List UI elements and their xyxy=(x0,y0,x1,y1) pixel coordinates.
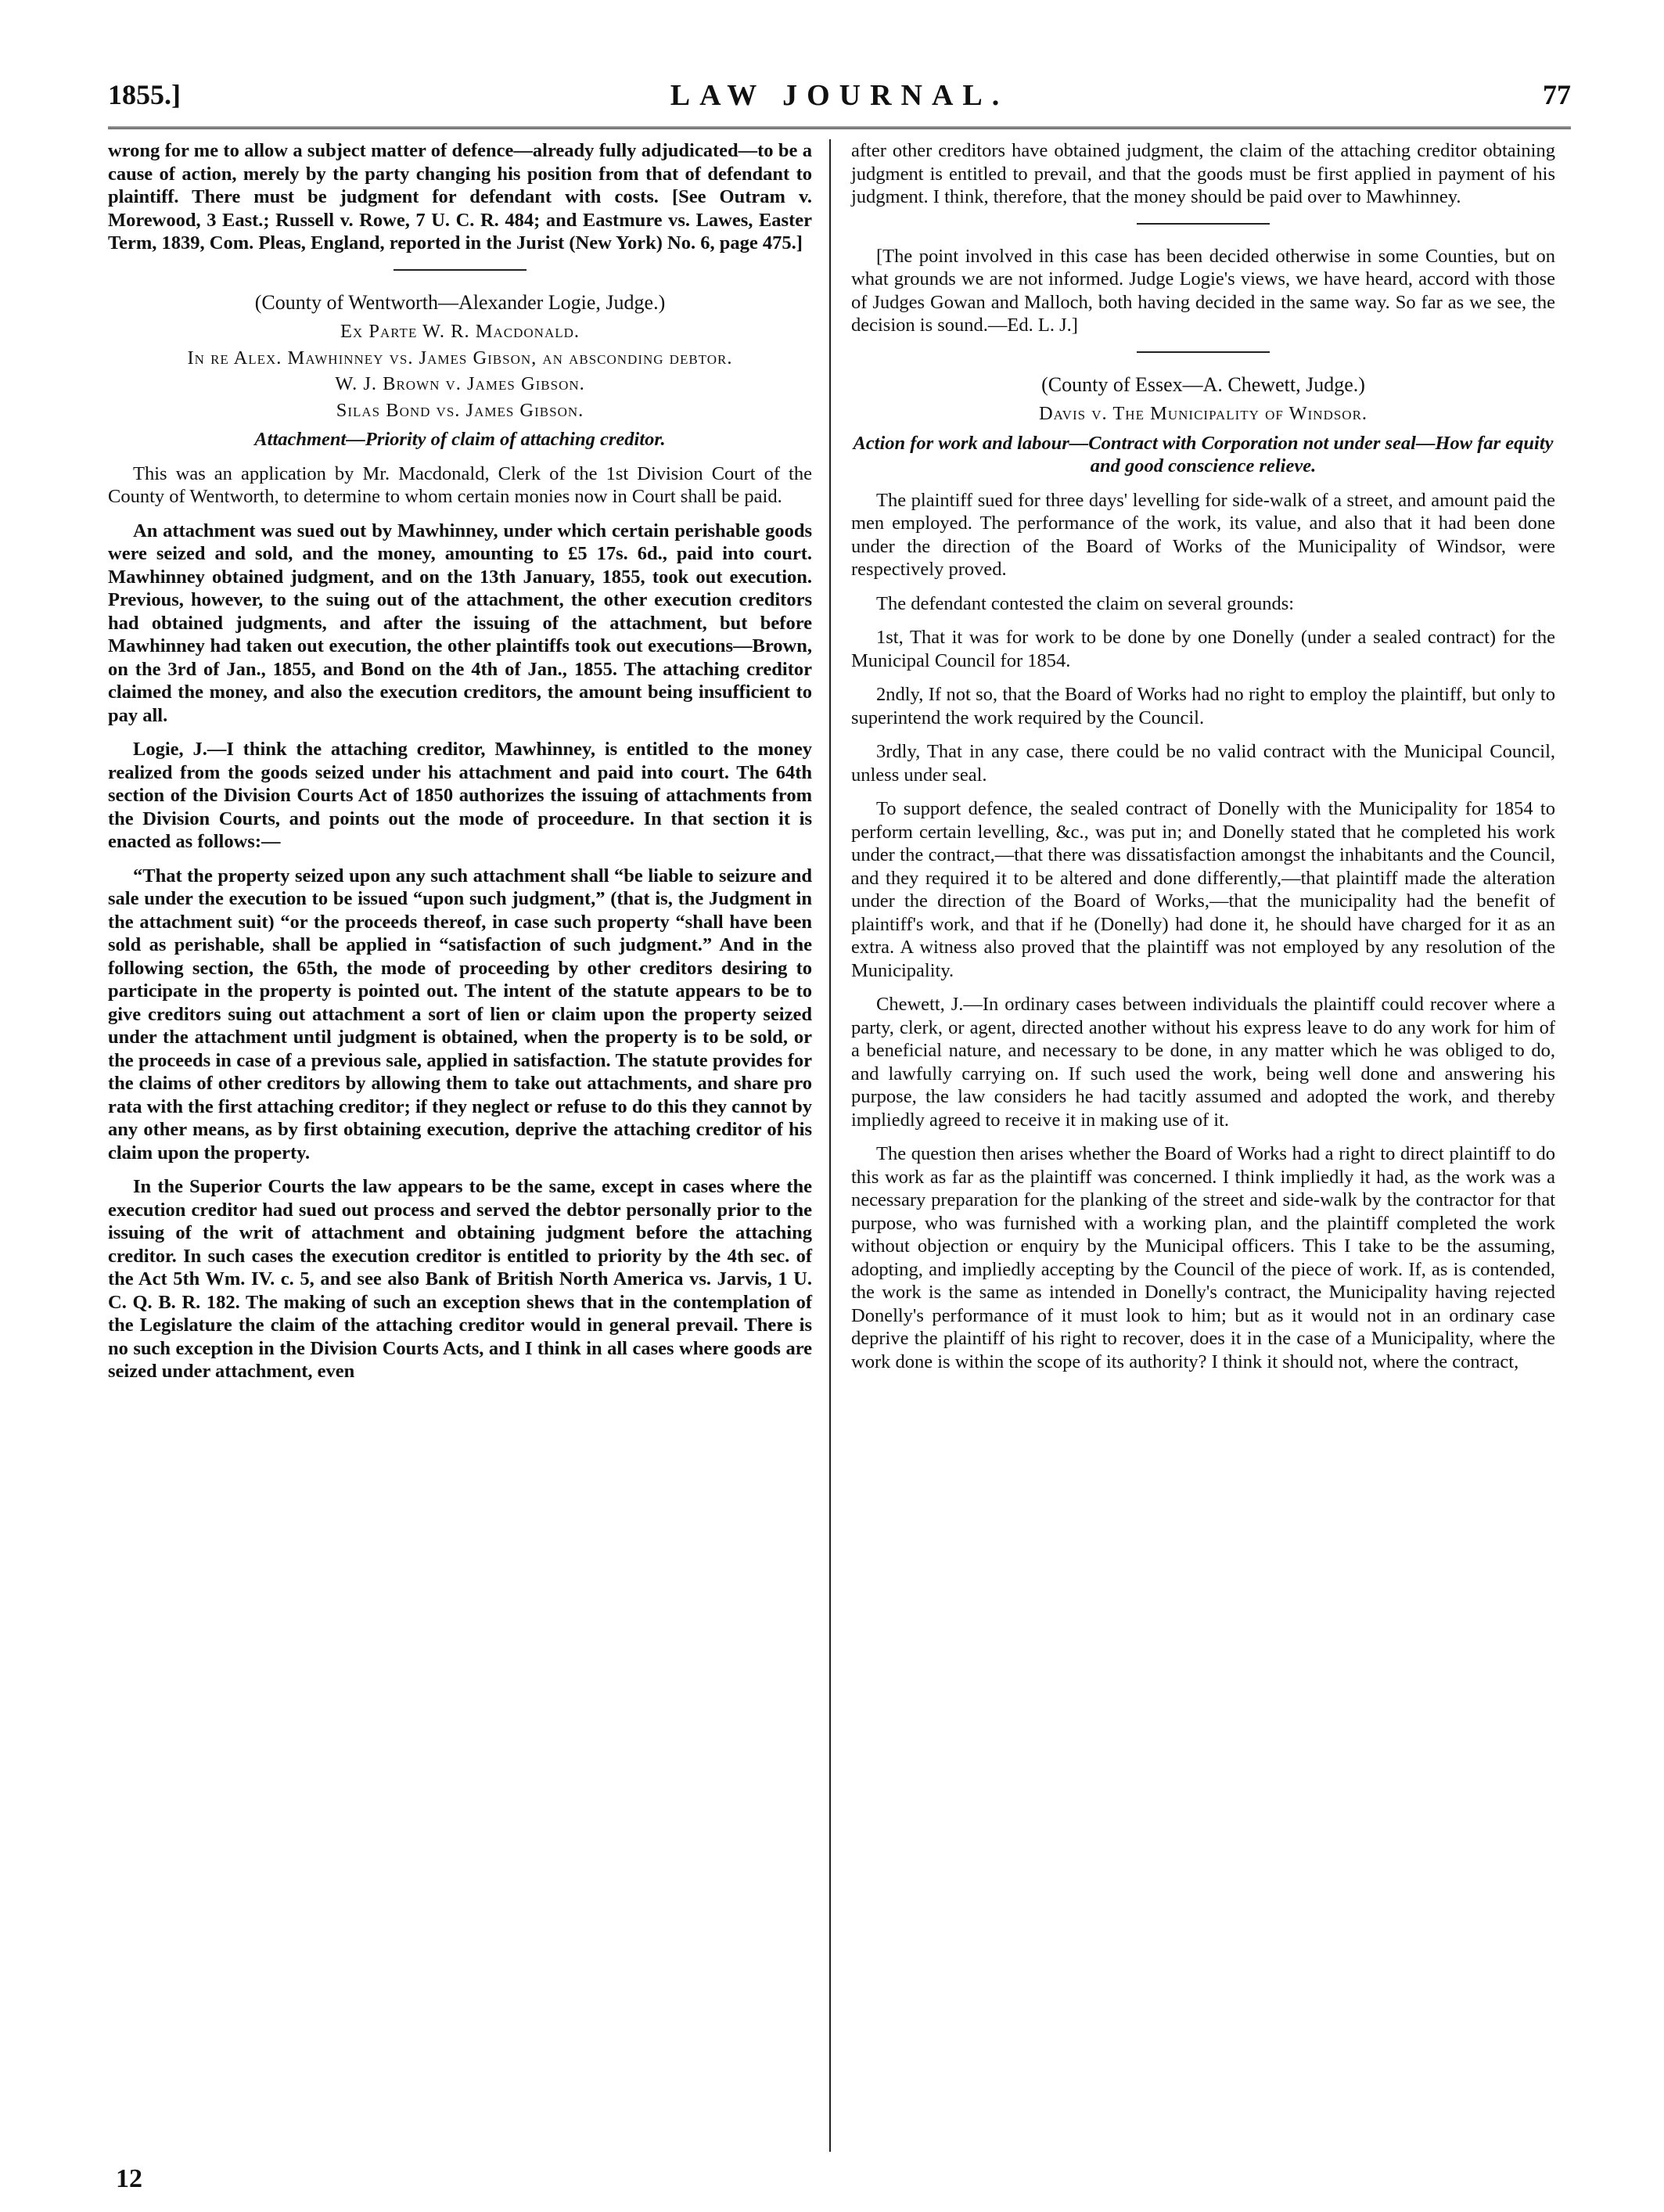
judgment-paragraph: Chewett, J.—In ordinary cases between individuals the plaintiff could recover where a party, clerk, or agent, directed another without his express leave to do any work for him of a beneficial nature, and necessary to be done, in any matter which he was obliged to do, and lawfully carrying on. If such used the work, being well done and answering his purpose, the law considers he had tacitly assumed and adopted the work, and thereby impliedly agreed to receive it in making use of it. xyxy=(851,994,1555,1131)
column-rule xyxy=(829,139,831,2152)
page-number: 77 xyxy=(1543,79,1571,110)
text-columns xyxy=(108,139,1571,2167)
case-title: Ex Parte W. R. Macdonald. xyxy=(340,321,580,342)
document-page xyxy=(108,78,1571,2191)
body-paragraph: In the Superior Courts the law appears to be the same, except in cases where the execution creditor had sued out process and served the debtor personally prior to the issuing of the writ of attachment and obtaining judgment before the attaching creditor. In such cases the execution creditor is entitled to priority by the 4th sec. of the Act 5th Wm. IV. c. 5, and see also Bank of British North America vs. Jarvis, 1 U. C. Q. B. R. 182. The making of such an exception shews that in the contemplation of the Legislature the claim of the attaching creditor would in general prevail. There is no such exception in the Division Courts Acts, and I think in all cases where goods are seized under attachment, even xyxy=(108,1176,812,1382)
case-title: In re Alex. Mawhinney vs. James Gibson, an absconding debtor. xyxy=(187,347,733,369)
body-paragraph: An attachment was sued out by Mawhinney, under which certain perishable goods were seized and sold, and the money, amounting to £5 17s. 6d., paid into court. Mawhinney obtained judgment, and on the 13th January, 1855, took out execution. Previous, however, to the suing out of the attachment, the other execution creditors had obtained judgments, and after the issuing of the attachment, but before Mawhinney had taken out execution, the other plaintiffs took out executions—Brown, on the 3rd of Jan., 1855, and Bond on the 4th of Jan., 1855. The attaching creditor claimed the money, and also the execution creditors, the amount being insufficient to pay all. xyxy=(108,520,812,726)
left-column xyxy=(108,139,812,1394)
court-line: (County of Wentworth—Alexander Logie, Judge.) xyxy=(254,290,666,314)
section-divider xyxy=(1137,223,1270,225)
statute-quote-paragraph: “That the property seized upon any such attachment shall “be liable to seizure and sale under the execution to be issued “upon such judgment,” (that is, the Judgment in the attachment suit) “or the proceeds thereof, in case such property “shall have been sold as perishable, shall be applied in “satisfaction of such judgment.” And in the following section, the 65th, the mode of proceeding by other creditors desiring to participate in the property is pointed out. The intent of the statute appears to be to give creditors suing out attachment a sort of lien or claim upon the property seized under the attachment until judgment is obtained, when the property is to be sold, or the proceeds in case of a previous sale, applied in satisfaction. The statute provides for the claims of other creditors by allowing them to take out attachments, and share pro rata with the first attaching creditor; if they neglect or refuse to do this they cannot by any other means, as by first obtaining execution, deprive the attaching creditor of his claim upon the property. xyxy=(108,865,812,1164)
case-title: Davis v. The Municipality of Windsor. xyxy=(1038,403,1368,424)
header-year: 1855.] xyxy=(108,79,181,110)
journal-title: LAW JOURNAL. xyxy=(670,79,1009,112)
body-paragraph: To support defence, the sealed contract of Donelly with the Municipality for 1854 to perform certain levelling, &c., was put in; and Donelly stated that he completed his work under the contract,—that there was dissatisfaction amongst the inhabitants and the Council, and they required it to be altered and done differently,—that plaintiff made the alteration under the direction of the Board of Works,—that the municipality had the benefit of plaintiff's work, and that if he (Donelly) had done it, he should have charged for it as an extra. A witness also proved that the plaintiff was not employed by any resolution of the Municipality. xyxy=(851,798,1555,981)
body-paragraph: 1st, That it was for work to be done by one Donelly (under a sealed contract) for the Municipal Council for 1854. xyxy=(851,627,1555,671)
body-paragraph: The plaintiff sued for three days' levelling for side-walk of a street, and amount paid the men employed. The performance of the work, its value, and also that it had been done under the direction of the Board of Works of the Municipality of Windsor, were respectively proved. xyxy=(851,489,1555,580)
body-paragraph: This was an application by Mr. Macdonald, Clerk of the 1st Division Court of the County of Wentworth, to determine to whom certain monies now in Court shall be paid. xyxy=(108,462,812,507)
case-title: W. J. Brown v. James Gibson. xyxy=(335,373,585,394)
continued-paragraph: after other creditors have obtained judgment, the claim of the attaching creditor obtaining judgment is entitled to prevail, and that the goods must be first applied in payment of his judgment. I think, therefore, that the money should be paid over to Mawhinney. xyxy=(851,140,1555,207)
editor-note: [The point involved in this case has been decided otherwise in some Counties, but on what grounds we are not informed. Judge Logie's views, we have heard, accord with those of Judges Gowan and Malloch, both having decided in the same way. So far as we see, the decision is sound.—Ed. L. J.] xyxy=(851,245,1555,336)
body-paragraph: The question then arises whether the Board of Works had a right to direct plaintiff to do this work as far as the plaintiff was concerned. I think impliedly it had, as the work was a necessary preparation for the planking of the street and side-walk by the contractor for that purpose, who was furnished with a working plan, and the plaintiff completed the work without objection or enquiry by the Municipal officers. This I take to be the assuming, adopting, and impliedly accepting by the Council of the piece of work. If, as is contended, the work is the same as intended in Donelly's contract, the Municipality having rejected Donelly's performance of it must look to him; but as it would not in an ordinary case deprive the plaintiff of his right to recover, does it in the case of a Municipality, where the work done is within the scope of its authority? I think it should not, where the contract, xyxy=(851,1143,1555,1372)
body-paragraph: The defendant contested the claim on several grounds: xyxy=(876,592,1295,614)
header-rule xyxy=(108,127,1571,129)
body-paragraph: 3rdly, That in any case, there could be no valid contract with the Municipal Council, unless under seal. xyxy=(851,741,1555,786)
continued-paragraph: wrong for me to allow a subject matter of defence—already fully adjudicated—to be a cause of action, merely by the party changing his position from that of defendant to plaintiff. There must be judgment for defendant with costs. [See Outram v. Morewood, 3 East.; Russell v. Rowe, 7 U. C. R. 484; and Eastmure vs. Lawes, Easter Term, 1839, Com. Pleas, England, reported in the Jurist (New York) No. 6, page 475.] xyxy=(108,140,812,254)
case-headnote: Attachment—Priority of claim of attaching creditor. xyxy=(254,429,666,450)
section-divider xyxy=(1137,351,1270,353)
body-paragraph: 2ndly, If not so, that the Board of Works had no right to employ the plaintiff, but only to superintend the work required by the Council. xyxy=(851,684,1555,728)
section-divider xyxy=(394,269,527,271)
case-headnote: Action for work and labour—Contract with Corporation not under seal—How far equity and good conscience relieve. xyxy=(853,432,1554,477)
running-header xyxy=(108,78,1571,133)
right-column xyxy=(851,139,1555,1384)
case-title: Silas Bond vs. James Gibson. xyxy=(336,399,584,421)
signature-mark: 12 xyxy=(116,2164,142,2193)
judgment-paragraph: Logie, J.—I think the attaching creditor, Mawhinney, is entitled to the money realized from the goods seized under his attachment and paid into court. The 64th section of the Division Courts Act of 1850 authorizes the issuing of attachments from the Division Courts, and points out the mode of proceedure. In that section it is enacted as follows:— xyxy=(108,739,812,852)
court-line: (County of Essex—A. Chewett, Judge.) xyxy=(1041,372,1365,396)
